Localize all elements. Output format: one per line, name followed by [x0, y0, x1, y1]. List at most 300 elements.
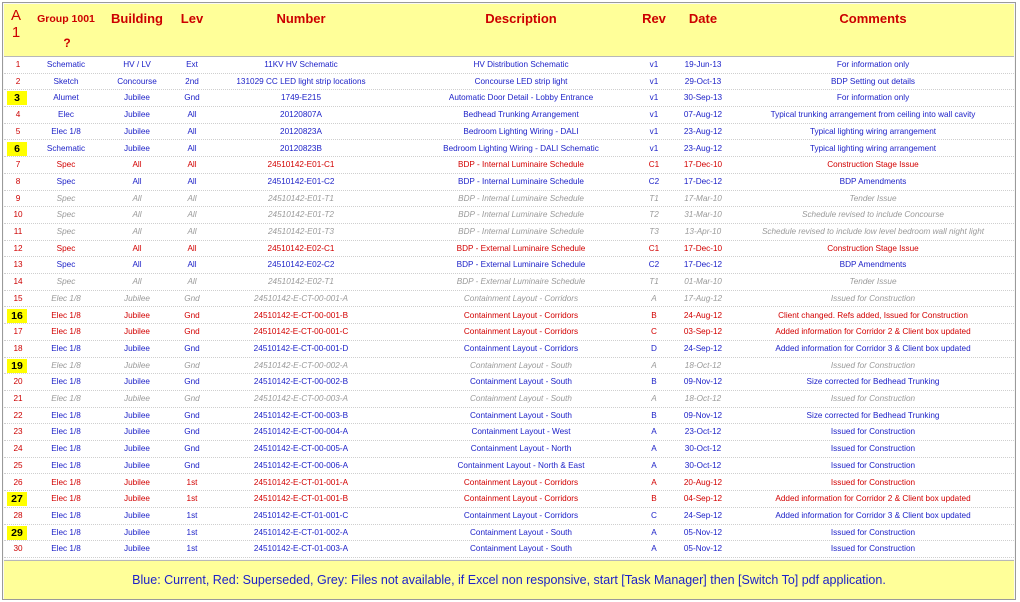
cell-number[interactable]: 1749-E215: [280, 93, 322, 103]
cell-description[interactable]: Containment Layout - West: [471, 427, 571, 437]
cell-group[interactable]: Spec: [56, 227, 76, 236]
cell-date[interactable]: 03-Sep-12: [683, 327, 723, 337]
cell-description[interactable]: BDP - External Luminaire Schedule: [456, 277, 586, 287]
cell-date[interactable]: 17-Dec-10: [683, 243, 723, 253]
cell-comments[interactable]: Issued for Construction: [830, 444, 916, 454]
cell-description[interactable]: BDP - Internal Luminaire Schedule: [458, 160, 584, 170]
cell-comments[interactable]: Tender Issue: [849, 277, 897, 287]
cell-description[interactable]: Bedroom Lighting Wiring - DALI Schematic: [443, 143, 599, 153]
cell-number[interactable]: 24510142-E-CT-01-001-C: [253, 510, 349, 520]
cell-building[interactable]: All: [132, 160, 142, 170]
cell-group[interactable]: Elec 1/8: [51, 527, 81, 537]
cell-comments[interactable]: BDP Amendments: [839, 176, 907, 186]
cell-number[interactable]: 24510142-E-CT-00-005-A: [253, 444, 349, 454]
cell-group[interactable]: Elec 1/8: [51, 394, 81, 403]
cell-rev[interactable]: A: [651, 360, 657, 370]
row-index: 5: [15, 126, 21, 136]
cell-date[interactable]: 09-Nov-12: [683, 410, 723, 420]
cell-date[interactable]: 24-Sep-12: [683, 343, 723, 353]
table-row[interactable]: [4, 141, 1014, 158]
table-row[interactable]: [4, 191, 1014, 208]
cell-number[interactable]: 20120823B: [280, 143, 322, 153]
cell-rev[interactable]: A: [651, 460, 657, 470]
cell-building[interactable]: Jubilee: [124, 460, 150, 470]
cell-number[interactable]: 24510142-E-CT-00-001-B: [253, 310, 349, 320]
header-rev[interactable]: Rev: [642, 11, 666, 26]
row-index: 9: [15, 193, 21, 203]
cell-building[interactable]: Jubilee: [124, 494, 150, 504]
cell-group[interactable]: Schematic: [46, 60, 86, 69]
cell-comments[interactable]: Issued for Construction: [830, 360, 916, 370]
cell-number[interactable]: 24510142-E-CT-00-006-A: [253, 460, 349, 470]
cell-group[interactable]: Sketch: [53, 76, 79, 86]
row-index: 6: [7, 142, 27, 156]
legend-text: Blue: Current, Red: Superseded, Grey: Files not available, if Excel non responsive, start [Task Manager] then [Switch To] pdf application.: [132, 573, 886, 587]
cell-date[interactable]: 23-Oct-12: [684, 427, 722, 437]
cell-comments[interactable]: Typical trunking arrangement from ceiling into wall cavity: [770, 110, 976, 120]
cell-rev[interactable]: C: [651, 327, 657, 337]
cell-lev[interactable]: 2nd: [185, 76, 199, 86]
table-row[interactable]: [4, 424, 1014, 441]
cell-number[interactable]: 24510142-E01-C2: [267, 176, 335, 186]
cell-description[interactable]: Containment Layout - Corridors: [463, 343, 579, 353]
cell-number[interactable]: 24510142-E-CT-01-001-B: [253, 494, 349, 504]
table-row[interactable]: [4, 107, 1014, 124]
cell-description[interactable]: Containment Layout - Corridors: [463, 477, 579, 487]
row-index: 15: [13, 293, 23, 303]
cell-rev[interactable]: v1: [649, 93, 659, 103]
cell-lev[interactable]: Gnd: [184, 444, 200, 454]
cell-group[interactable]: Elec 1/8: [51, 510, 81, 520]
cell-building[interactable]: Jubilee: [124, 394, 150, 403]
cell-lev[interactable]: 1st: [186, 527, 198, 537]
cell-date[interactable]: 04-Sep-12: [683, 494, 723, 504]
cell-description[interactable]: BDP - Internal Luminaire Schedule: [458, 193, 584, 203]
cell-number[interactable]: 24510142-E02-C1: [267, 243, 335, 253]
table-row[interactable]: [4, 341, 1014, 358]
table-row[interactable]: [4, 475, 1014, 492]
cell-group[interactable]: Elec 1/8: [51, 444, 81, 454]
cell-rev[interactable]: T2: [649, 210, 659, 220]
cell-lev[interactable]: All: [187, 110, 197, 120]
cell-lev[interactable]: Gnd: [184, 410, 200, 420]
cell-number[interactable]: 24510142-E-CT-00-003-B: [253, 410, 349, 420]
cell-building[interactable]: Jubilee: [124, 93, 150, 103]
cell-date[interactable]: 18-Oct-12: [684, 360, 722, 370]
cell-lev[interactable]: Gnd: [184, 93, 200, 103]
cell-description[interactable]: Bedroom Lighting Wiring - DALI: [463, 126, 579, 136]
cell-group[interactable]: Elec 1/8: [51, 327, 81, 337]
cell-group[interactable]: Elec 1/8: [51, 427, 81, 437]
header-building[interactable]: Building: [111, 11, 163, 26]
cell-rev[interactable]: A: [651, 293, 657, 303]
cell-date[interactable]: 09-Nov-12: [683, 377, 723, 387]
cell-rev[interactable]: C2: [648, 260, 660, 270]
cell-number[interactable]: 24510142-E01-C1: [267, 160, 335, 170]
cell-rev[interactable]: A: [651, 544, 657, 554]
cell-lev[interactable]: All: [187, 176, 197, 186]
row-index: 28: [13, 510, 23, 520]
cell-comments[interactable]: Client changed. Refs added, Issued for Construction: [778, 310, 968, 320]
cell-number[interactable]: 24510142-E-CT-00-001-C: [253, 327, 349, 337]
cell-comments[interactable]: Typical lighting wiring arrangement: [809, 126, 937, 136]
cell-date[interactable]: 23-Aug-12: [683, 143, 723, 153]
cell-rev[interactable]: T3: [649, 227, 659, 236]
cell-building[interactable]: All: [132, 227, 142, 236]
header-group[interactable]: Group 1001: [37, 13, 95, 25]
cell-lev[interactable]: 1st: [186, 544, 198, 554]
cell-number[interactable]: 24510142-E-CT-00-002-B: [253, 377, 349, 387]
table-row[interactable]: [4, 491, 1014, 508]
cell-description[interactable]: Containment Layout - Corridors: [463, 327, 579, 337]
cell-comments[interactable]: Construction Stage Issue: [827, 243, 919, 253]
cell-date[interactable]: 17-Dec-12: [683, 260, 723, 270]
cell-description[interactable]: BDP - External Luminaire Schedule: [456, 260, 586, 270]
cell-number[interactable]: 24510142-E-CT-00-001-D: [253, 343, 349, 353]
cell-date[interactable]: 30-Oct-12: [684, 460, 722, 470]
cell-date[interactable]: 17-Dec-12: [683, 176, 723, 186]
cell-rev[interactable]: A: [651, 427, 657, 437]
table-row[interactable]: [4, 541, 1014, 558]
cell-rev[interactable]: T1: [649, 277, 659, 287]
cell-lev[interactable]: All: [187, 143, 197, 153]
table-row[interactable]: [4, 207, 1014, 224]
cell-lev[interactable]: Gnd: [184, 310, 200, 320]
cell-description[interactable]: Containment Layout - South: [470, 527, 572, 537]
row-index: 17: [13, 327, 23, 337]
cell-date[interactable]: 30-Oct-12: [684, 444, 722, 454]
table-row[interactable]: [4, 358, 1014, 375]
cell-lev[interactable]: All: [187, 160, 197, 170]
table-row[interactable]: [4, 391, 1014, 408]
cell-rev[interactable]: v1: [649, 60, 659, 69]
cell-date[interactable]: 07-Aug-12: [683, 110, 723, 120]
cell-lev[interactable]: 1st: [186, 477, 198, 487]
cell-number[interactable]: 24510142-E-CT-00-003-A: [254, 394, 348, 403]
cell-building[interactable]: Jubilee: [124, 143, 150, 153]
cell-description[interactable]: BDP - External Luminaire Schedule: [456, 243, 586, 253]
cell-comments[interactable]: Size corrected for Bedhead Trunking: [806, 410, 940, 420]
cell-comments[interactable]: Added information for Corridor 3 & Client box updated: [775, 343, 971, 353]
header-date[interactable]: Date: [688, 11, 718, 26]
cell-group[interactable]: Elec 1/8: [51, 410, 81, 420]
question-mark-cell[interactable]: ?: [63, 36, 71, 50]
cell-group[interactable]: Elec 1/8: [51, 126, 81, 136]
cell-lev[interactable]: Gnd: [184, 327, 200, 337]
cell-group[interactable]: Elec 1/8: [51, 494, 81, 504]
cell-number[interactable]: 24510142-E-CT-01-003-A: [253, 544, 349, 554]
cell-rev[interactable]: C: [651, 510, 657, 520]
cell-rev[interactable]: v1: [649, 110, 659, 120]
cell-number[interactable]: 24510142-E-CT-00-001-A: [254, 293, 348, 303]
row-index: 2: [15, 76, 21, 86]
cell-number[interactable]: 20120807A: [280, 110, 322, 120]
cell-group[interactable]: Spec: [56, 160, 76, 170]
cell-description[interactable]: BDP - Internal Luminaire Schedule: [458, 210, 584, 220]
cell-comments[interactable]: Issued for Construction: [830, 293, 916, 303]
cell-date[interactable]: 24-Aug-12: [683, 310, 723, 320]
cell-group[interactable]: Elec 1/8: [51, 377, 81, 387]
cell-description[interactable]: Containment Layout - South: [470, 544, 572, 554]
cell-rev[interactable]: v1: [649, 76, 659, 86]
cell-description[interactable]: Containment Layout - Corridors: [463, 310, 579, 320]
cell-lev[interactable]: All: [187, 210, 197, 220]
cell-date[interactable]: 19-Jun-13: [684, 60, 722, 69]
cell-description[interactable]: Containment Layout - Corridors: [463, 510, 579, 520]
cell-group[interactable]: Elec 1/8: [51, 460, 81, 470]
cell-number[interactable]: 24510142-E-CT-01-001-A: [253, 477, 349, 487]
cell-group[interactable]: Spec: [56, 277, 76, 287]
cell-lev[interactable]: All: [187, 243, 197, 253]
drawing-register-sheet: [2, 2, 1016, 600]
table-row[interactable]: [4, 224, 1014, 241]
table-row[interactable]: [4, 324, 1014, 341]
cell-description[interactable]: Concourse LED strip light: [474, 76, 568, 86]
cell-group[interactable]: Elec 1/8: [51, 293, 81, 303]
cell-number[interactable]: 24510142-E02-C2: [267, 260, 335, 270]
cell-rev[interactable]: C2: [648, 176, 660, 186]
table-row[interactable]: [4, 308, 1014, 325]
cell-description[interactable]: Automatic Door Detail - Lobby Entrance: [448, 93, 594, 103]
cell-comments[interactable]: Added information for Corridor 2 & Client box updated: [775, 327, 971, 337]
cell-building[interactable]: Jubilee: [124, 477, 150, 487]
row-index: 19: [7, 359, 27, 373]
cell-comments[interactable]: Tender Issue: [849, 193, 897, 203]
table-row[interactable]: [4, 257, 1014, 274]
table-row[interactable]: [4, 374, 1014, 391]
corner-number: 1: [11, 24, 21, 41]
table-row[interactable]: [4, 508, 1014, 525]
cell-lev[interactable]: 1st: [186, 494, 198, 504]
cell-date[interactable]: 05-Nov-12: [683, 527, 723, 537]
cell-building[interactable]: Jubilee: [124, 310, 150, 320]
cell-date[interactable]: 17-Aug-12: [683, 293, 723, 303]
cell-description[interactable]: Containment Layout - Corridors: [463, 293, 579, 303]
cell-comments[interactable]: BDP Setting out details: [830, 76, 916, 86]
cell-rev[interactable]: C1: [648, 243, 660, 253]
cell-building[interactable]: HV / LV: [123, 60, 151, 69]
cell-lev[interactable]: All: [187, 260, 197, 270]
cell-comments[interactable]: Construction Stage Issue: [827, 160, 919, 170]
header-comments[interactable]: Comments: [839, 11, 907, 26]
table-row[interactable]: [4, 57, 1014, 74]
cell-rev[interactable]: B: [651, 410, 657, 420]
cell-description[interactable]: Containment Layout - North: [470, 444, 572, 454]
cell-comments[interactable]: Issued for Construction: [830, 477, 916, 487]
row-index: 8: [15, 176, 21, 186]
cell-building[interactable]: All: [132, 277, 142, 287]
cell-building[interactable]: Jubilee: [124, 444, 150, 454]
cell-group[interactable]: Spec: [56, 193, 76, 203]
cell-rev[interactable]: A: [651, 527, 657, 537]
cell-description[interactable]: HV Distribution Schematic: [473, 60, 569, 69]
cell-group[interactable]: Elec 1/8: [51, 544, 81, 554]
cell-lev[interactable]: All: [187, 227, 197, 236]
cell-group[interactable]: Elec 1/8: [51, 360, 81, 370]
cell-date[interactable]: 18-Oct-12: [684, 394, 722, 403]
table-row[interactable]: [4, 90, 1014, 107]
cell-rev[interactable]: v1: [649, 143, 659, 153]
cell-building[interactable]: Jubilee: [124, 377, 150, 387]
table-row[interactable]: [4, 291, 1014, 308]
row-index: 10: [13, 210, 23, 220]
cell-lev[interactable]: All: [187, 277, 197, 287]
table-row[interactable]: [4, 157, 1014, 174]
cell-rev[interactable]: D: [651, 343, 657, 353]
cell-description[interactable]: Containment Layout - South: [470, 360, 572, 370]
register-table: [4, 57, 1014, 559]
cell-group[interactable]: Elec 1/8: [51, 477, 81, 487]
cell-number[interactable]: 24510142-E01-T3: [267, 227, 334, 236]
cell-group[interactable]: Elec 1/8: [51, 343, 81, 353]
cell-date[interactable]: 30-Sep-13: [683, 93, 723, 103]
table-row[interactable]: [4, 174, 1014, 191]
cell-building[interactable]: All: [132, 210, 142, 220]
table-row[interactable]: [4, 241, 1014, 258]
cell-description[interactable]: Containment Layout - North & East: [457, 460, 585, 470]
cell-number[interactable]: 24510142-E01-T2: [267, 210, 334, 220]
cell-group[interactable]: Schematic: [46, 143, 86, 153]
cell-building[interactable]: Jubilee: [124, 126, 150, 136]
cell-comments[interactable]: Size corrected for Bedhead Trunking: [806, 377, 940, 387]
cell-date[interactable]: 01-Mar-10: [684, 277, 722, 287]
table-row[interactable]: [4, 274, 1014, 291]
cell-comments[interactable]: Added information for Corridor 3 & Client box updated: [775, 510, 971, 520]
cell-building[interactable]: Jubilee: [124, 410, 150, 420]
cell-description[interactable]: Containment Layout - South: [470, 410, 572, 420]
cell-building[interactable]: Jubilee: [124, 360, 150, 370]
cell-lev[interactable]: Ext: [186, 60, 198, 69]
cell-comments[interactable]: Typical lighting wiring arrangement: [809, 143, 937, 153]
cell-comments[interactable]: Issued for Construction: [830, 460, 916, 470]
cell-building[interactable]: Concourse: [117, 76, 157, 86]
cell-building[interactable]: All: [132, 243, 142, 253]
cell-building[interactable]: Jubilee: [124, 343, 150, 353]
table-row[interactable]: [4, 74, 1014, 91]
table-row[interactable]: [4, 525, 1014, 542]
cell-group[interactable]: Spec: [56, 176, 76, 186]
cell-lev[interactable]: Gnd: [184, 293, 200, 303]
row-index: 21: [13, 394, 23, 403]
cell-building[interactable]: Jubilee: [124, 110, 150, 120]
header-description[interactable]: Description: [485, 11, 557, 26]
cell-rev[interactable]: B: [651, 310, 657, 320]
cell-lev[interactable]: All: [187, 193, 197, 203]
cell-building[interactable]: All: [132, 193, 142, 203]
cell-number[interactable]: 11KV HV Schematic: [264, 60, 338, 69]
cell-description[interactable]: BDP - Internal Luminaire Schedule: [458, 176, 584, 186]
cell-building[interactable]: Jubilee: [124, 293, 150, 303]
cell-number[interactable]: 24510142-E01-T1: [267, 193, 334, 203]
cell-date[interactable]: 31-Mar-10: [684, 210, 722, 220]
cell-group[interactable]: Spec: [56, 260, 76, 270]
cell-building[interactable]: Jubilee: [124, 327, 150, 337]
cell-number[interactable]: 24510142-E-CT-00-002-A: [254, 360, 348, 370]
cell-lev[interactable]: Gnd: [184, 343, 200, 353]
cell-lev[interactable]: 1st: [186, 510, 198, 520]
cell-lev[interactable]: Gnd: [184, 377, 200, 387]
cell-description[interactable]: Containment Layout - South: [470, 394, 572, 403]
cell-rev[interactable]: v1: [649, 126, 659, 136]
corner-cell[interactable]: [8, 7, 24, 41]
cell-group[interactable]: Spec: [56, 210, 76, 220]
cell-date[interactable]: 29-Oct-13: [684, 76, 722, 86]
cell-lev[interactable]: Gnd: [184, 360, 200, 370]
cell-rev[interactable]: C1: [648, 160, 660, 170]
cell-lev[interactable]: Gnd: [184, 427, 200, 437]
cell-date[interactable]: 17-Mar-10: [684, 193, 722, 203]
cell-comments[interactable]: Issued for Construction: [830, 527, 916, 537]
cell-comments[interactable]: For information only: [836, 60, 910, 69]
cell-building[interactable]: Jubilee: [124, 427, 150, 437]
cell-group[interactable]: Spec: [56, 243, 76, 253]
cell-number[interactable]: 20120823A: [280, 126, 322, 136]
cell-rev[interactable]: B: [651, 494, 657, 504]
cell-building[interactable]: Jubilee: [124, 527, 150, 537]
cell-date[interactable]: 05-Nov-12: [683, 544, 723, 554]
cell-building[interactable]: All: [132, 260, 142, 270]
cell-lev[interactable]: All: [187, 126, 197, 136]
cell-description[interactable]: Bedhead Trunking Arrangement: [463, 110, 579, 120]
cell-rev[interactable]: A: [651, 477, 657, 487]
cell-rev[interactable]: A: [651, 394, 657, 403]
cell-date[interactable]: 23-Aug-12: [683, 126, 723, 136]
cell-number[interactable]: 131029 CC LED light strip locations: [236, 76, 366, 86]
cell-lev[interactable]: Gnd: [184, 394, 200, 403]
cell-group[interactable]: Elec: [58, 110, 74, 120]
row-index: 16: [7, 309, 27, 323]
cell-description[interactable]: BDP - Internal Luminaire Schedule: [458, 227, 584, 236]
cell-rev[interactable]: A: [651, 444, 657, 454]
cell-building[interactable]: Jubilee: [124, 510, 150, 520]
row-index: 23: [13, 427, 23, 437]
table-row[interactable]: [4, 458, 1014, 475]
cell-rev[interactable]: T1: [649, 193, 659, 203]
cell-building[interactable]: Jubilee: [124, 544, 150, 554]
cell-lev[interactable]: Gnd: [184, 460, 200, 470]
cell-date[interactable]: 13-Apr-10: [684, 227, 722, 236]
cell-date[interactable]: 24-Sep-12: [683, 510, 723, 520]
cell-number[interactable]: 24510142-E-CT-01-002-A: [253, 527, 349, 537]
cell-description[interactable]: Containment Layout - Corridors: [463, 494, 579, 504]
cell-comments[interactable]: Schedule revised to include low level bedroom wall night light: [761, 227, 985, 236]
cell-date[interactable]: 17-Dec-10: [683, 160, 723, 170]
cell-date[interactable]: 20-Aug-12: [683, 477, 723, 487]
table-row[interactable]: [4, 408, 1014, 425]
cell-group[interactable]: Alumet: [53, 93, 79, 103]
table-row[interactable]: [4, 441, 1014, 458]
row-index: 13: [13, 260, 23, 270]
cell-comments[interactable]: Issued for Construction: [830, 544, 916, 554]
cell-number[interactable]: 24510142-E-CT-00-004-A: [253, 427, 349, 437]
table-row[interactable]: [4, 124, 1014, 141]
cell-comments[interactable]: BDP Amendments: [839, 260, 907, 270]
corner-letter: A: [10, 7, 21, 24]
cell-comments[interactable]: Issued for Construction: [830, 427, 916, 437]
cell-comments[interactable]: Schedule revised to include Concourse: [801, 210, 944, 220]
cell-building[interactable]: All: [132, 176, 142, 186]
cell-comments[interactable]: Added information for Corridor 2 & Client box updated: [775, 494, 971, 504]
row-index: 18: [13, 343, 23, 353]
cell-rev[interactable]: B: [651, 377, 657, 387]
cell-number[interactable]: 24510142-E02-T1: [267, 277, 334, 287]
header-number[interactable]: Number: [276, 11, 326, 26]
header-lev[interactable]: Lev: [180, 11, 204, 26]
cell-group[interactable]: Elec 1/8: [51, 310, 81, 320]
cell-comments[interactable]: Issued for Construction: [830, 394, 916, 403]
cell-description[interactable]: Containment Layout - South: [470, 377, 572, 387]
cell-comments[interactable]: For information only: [836, 93, 910, 103]
